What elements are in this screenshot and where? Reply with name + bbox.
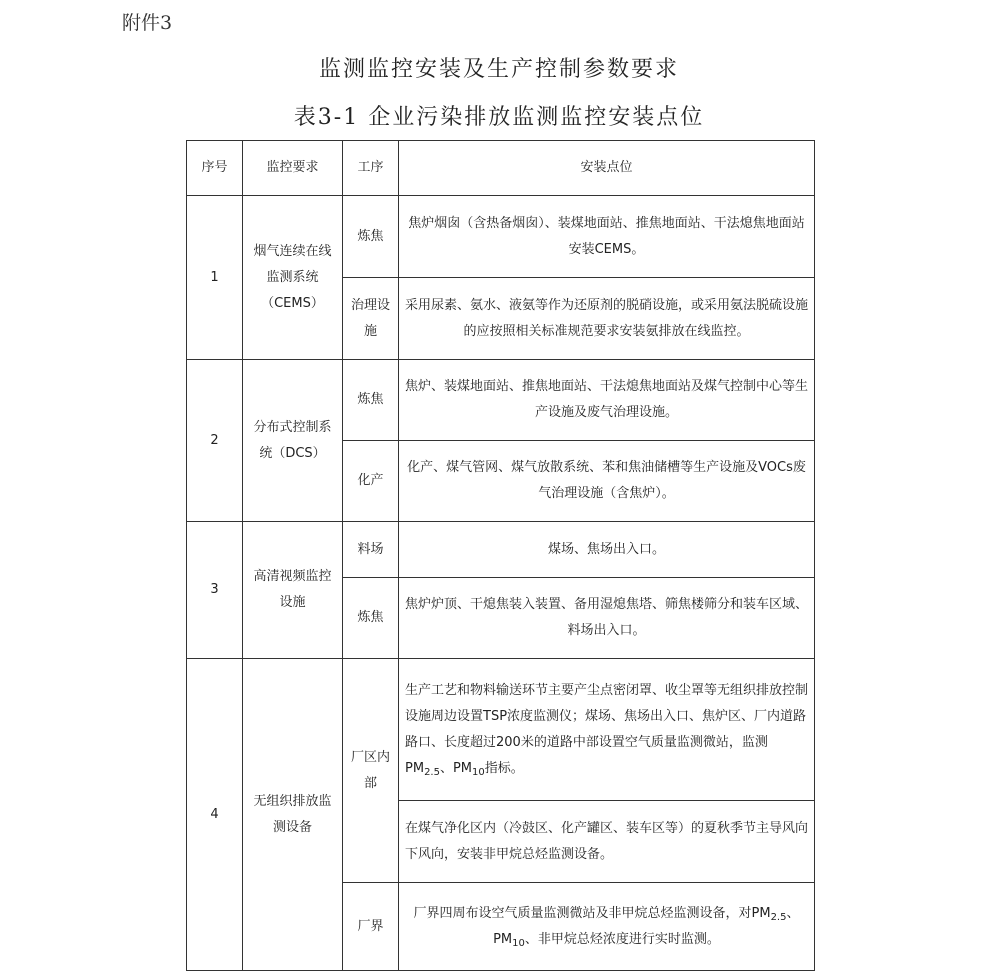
process-cell: 炼焦 [343, 196, 399, 278]
monitoring-requirement: 无组织排放监测设备 [243, 659, 343, 971]
process-cell: 料场 [343, 522, 399, 578]
pm10-subscript: 10 [512, 937, 525, 949]
process-cell: 治理设施 [343, 278, 399, 360]
monitoring-requirement: 高清视频监控设施 [243, 522, 343, 659]
location-cell: 在煤气净化区内（冷鼓区、化产罐区、装车区等）的夏秋季节主导风向下风向，安装非甲烷总烃监测设备。 [399, 801, 815, 883]
table-header-row [187, 141, 815, 196]
document-title: 监测监控安装及生产控制参数要求 [318, 57, 679, 82]
pm10-subscript: 10 [472, 766, 485, 778]
attachment-label: 附件3 [122, 12, 173, 34]
location-cell: 焦炉烟囱（含热备烟囱）、装煤地面站、推焦地面站、干法熄焦地面站安装CEMS。 [399, 196, 815, 278]
location-cell: 采用尿素、氨水、液氨等作为还原剂的脱硝设施，或采用氨法脱硫设施的应按照相关标准规范要求安装氨排放在线监控。 [399, 278, 815, 360]
row-number: 3 [187, 522, 243, 659]
header-location: 安装点位 [399, 141, 815, 196]
monitoring-table [186, 140, 815, 971]
table-row [187, 360, 815, 441]
monitoring-requirement: 烟气连续在线监测系统（CEMS） [243, 196, 343, 360]
process-cell: 厂界 [343, 883, 399, 971]
table-row [187, 659, 815, 801]
location-text-separator: 、PM [493, 905, 800, 947]
row-number: 4 [187, 659, 243, 971]
location-cell [399, 659, 815, 801]
location-cell [399, 883, 815, 971]
process-cell: 炼焦 [343, 360, 399, 441]
location-cell: 煤场、焦场出入口。 [399, 522, 815, 578]
table-title: 表3-1 企业污染排放监测监控安装点位 [293, 105, 705, 130]
location-text: 厂界四周布设空气质量监测微站及非甲烷总烃监测设备，对PM [413, 905, 771, 921]
location-cell: 化产、煤气管网、煤气放散系统、苯和焦油储槽等生产设施及VOCs废气治理设施（含焦炉）。 [399, 441, 815, 522]
row-number: 1 [187, 196, 243, 360]
row-number: 2 [187, 360, 243, 522]
process-cell: 化产 [343, 441, 399, 522]
pm25-subscript: 2.5 [770, 911, 787, 923]
monitoring-requirement: 分布式控制系统（DCS） [243, 360, 343, 522]
location-cell: 焦炉炉顶、干熄焦装入装置、备用湿熄焦塔、筛焦楼筛分和装车区域、料场出入口。 [399, 578, 815, 659]
location-text-tail: 、非甲烷总烃浓度进行实时监测。 [524, 931, 720, 947]
process-cell: 炼焦 [343, 578, 399, 659]
location-text: 生产工艺和物料输送环节主要产尘点密闭罩、收尘罩等无组织排放控制设施周边设置TSP浓度监测仪；煤场、焦场出入口、焦炉区、厂内道路路口、长度超过200米的道路中部设置空气质量监测微站，监测PM [405, 682, 809, 776]
location-text-separator: 、PM [439, 760, 473, 776]
header-process: 工序 [343, 141, 399, 196]
location-cell: 焦炉、装煤地面站、推焦地面站、干法熄焦地面站及煤气控制中心等生产设施及废气治理设施。 [399, 360, 815, 441]
table-row [187, 522, 815, 578]
pm25-subscript: 2.5 [424, 766, 440, 778]
header-requirement: 监控要求 [243, 141, 343, 196]
header-no: 序号 [187, 141, 243, 196]
process-cell: 厂区内部 [343, 659, 399, 883]
location-text-tail: 指标。 [484, 760, 524, 776]
table-row [187, 196, 815, 278]
